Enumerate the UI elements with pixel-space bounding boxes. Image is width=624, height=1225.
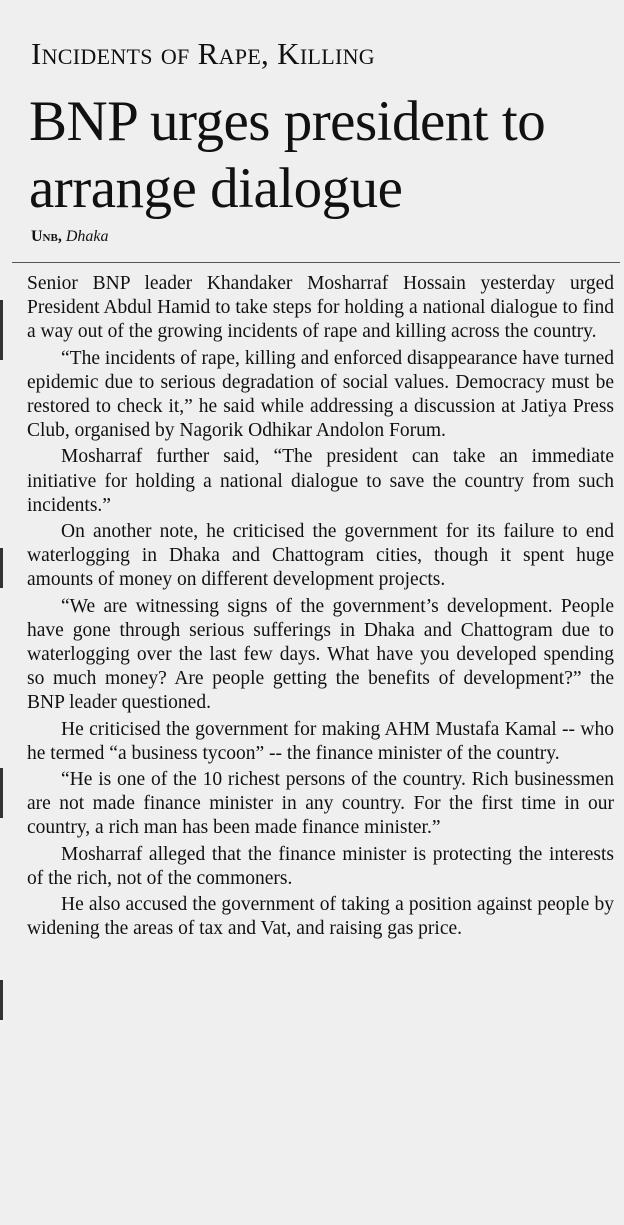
paragraph: He also accused the government of taking a position against people by widening the areas of tax and Vat, and raising gas price. (27, 894, 614, 940)
kicker: Incidents of Rape, Killing (31, 36, 375, 71)
divider (12, 262, 620, 263)
paragraph: Mosharraf further said, “The president can take an immediate initiative for holding a national dialogue to save the country from such incidents.” (27, 446, 614, 516)
paragraph: Senior BNP leader Khandaker Mosharraf Hossain yesterday urged President Abdul Hamid to take steps for holding a national dialogue to find a way out of the growing incidents of rape and killing across the country. (27, 273, 614, 343)
dateline-agency: Unb, (31, 228, 62, 245)
scan-edge-mark (0, 548, 3, 588)
dateline (31, 227, 109, 247)
headline: BNP urges president to arrange dialogue (29, 90, 546, 220)
dateline-place: Dhaka (65, 228, 109, 245)
scan-edge-mark (0, 300, 3, 360)
paragraph: “We are witnessing signs of the government’s development. People have gone through serious sufferings in Dhaka and Chattogram due to waterlogging over the last few days. What have you developed spending so much money? Are people getting the benefits of development?” the BNP leader questioned. (27, 595, 614, 714)
scan-edge-mark (0, 768, 3, 818)
paragraph: On another note, he criticised the government for its failure to end waterlogging in Dhaka and Chattogram cities, though it spent huge amounts of money on different development projects. (27, 521, 614, 591)
paragraph: He criticised the government for making AHM Mustafa Kamal -- who he termed “a business tycoon” -- the finance minister of the country. (27, 718, 614, 764)
scan-edge-mark (0, 980, 3, 1020)
paragraph: Mosharraf alleged that the finance minister is protecting the interests of the rich, not of the commoners. (27, 843, 614, 889)
paragraph: “He is one of the 10 richest persons of the country. Rich businessmen are not made finance minister in any country. For the first time in our country, a rich man has been made finance minister.” (27, 769, 614, 839)
article-body (27, 272, 614, 943)
paragraph: “The incidents of rape, killing and enforced disappearance have turned epidemic due to serious degradation of social values. Democracy must be restored to check it,” he said while addressing a discussion at Jatiya Press Club, organised by Nagorik Odhikar Andolon Forum. (27, 347, 614, 442)
